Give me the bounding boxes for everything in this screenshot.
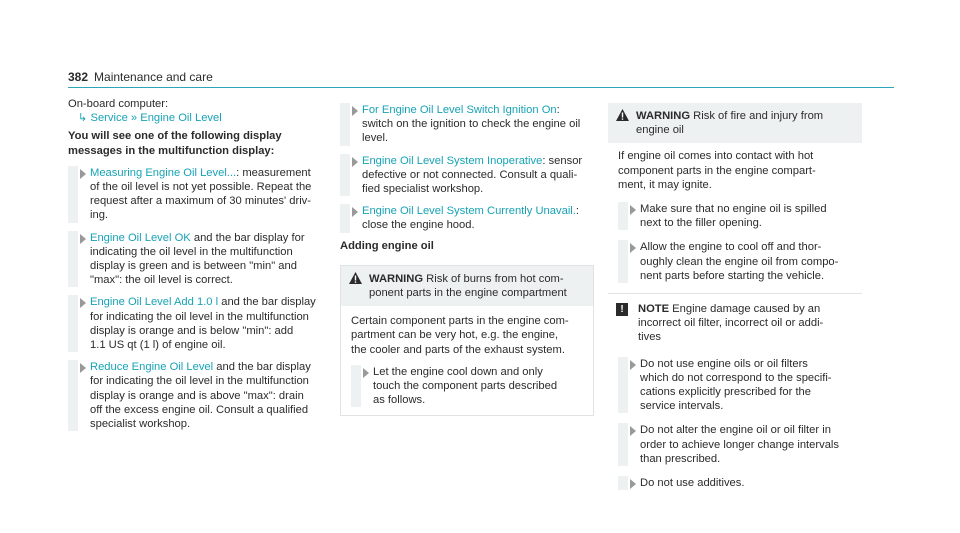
warning-header: WARNING Risk of fire and injury from engine oil bbox=[608, 103, 862, 143]
bullet-arrow-icon bbox=[630, 479, 636, 489]
list-item: Engine Oil Level Add 1.0 l and the bar display for indicating the oil level in the multifunction display is orange and is below "min": add 1.1 US qt (1 l) of engine oil. bbox=[68, 295, 326, 352]
warning-header: WARNING Risk of burns from hot com- ponent parts in the engine compartment bbox=[341, 266, 593, 306]
note-step: Do not use additives. bbox=[618, 476, 862, 490]
section-title: Maintenance and care bbox=[94, 70, 213, 84]
list-item: Measuring Engine Oil Level...: measurement of the oil level is not yet possible. Repeat the request after a maximum of 30 minutes' driv- ing. bbox=[68, 166, 326, 223]
message-link[interactable]: Engine Oil Level OK bbox=[90, 231, 191, 244]
warning-label: WARNING bbox=[369, 272, 424, 285]
message-link[interactable]: Reduce Engine Oil Level bbox=[90, 361, 214, 374]
bullet-arrow-icon bbox=[352, 207, 358, 217]
list-item: Engine Oil Level OK and the bar display for indicating the oil level in the multifunction display is green and is between "min" and "max": the oil level is correct. bbox=[68, 231, 326, 288]
warning-body: If engine oil comes into contact with hot component parts in the engine compart- ment, it may ignite. Make sure that no engine oil is spilled next to the filler opening. Allow the engine to cool off and thor- oughly clean the engine oil from compo- nent parts before starting the vehicle. bbox=[608, 149, 862, 283]
bullet-arrow-icon bbox=[630, 243, 636, 253]
list-item: Engine Oil Level System Currently Unavail.: close the engine hood. bbox=[340, 204, 594, 232]
warning-triangle-icon bbox=[349, 272, 362, 284]
list-item: For Engine Oil Level Switch Ignition On: switch on the ignition to check the engine oil level. bbox=[340, 103, 594, 146]
intro-text: On-board computer: bbox=[68, 98, 169, 110]
path-service[interactable]: Service bbox=[90, 112, 128, 125]
list-item: Engine Oil Level System Inoperative: sensor defective or not connected. Consult a quali- fied specialist workshop. bbox=[340, 154, 594, 197]
double-chevron-right-icon: » bbox=[130, 112, 138, 125]
note-step: Do not alter the engine oil or oil filter in order to achieve longer change intervals than prescribed. bbox=[618, 423, 862, 466]
note-step: Do not use engine oils or oil filters which do not correspond to the specifi- cations explicitly prescribed for the service intervals. bbox=[618, 357, 862, 414]
warning-box bbox=[340, 265, 594, 417]
message-link[interactable]: Engine Oil Level System Currently Unavail. bbox=[362, 205, 576, 218]
message-link[interactable]: Engine Oil Level System Inoperative bbox=[362, 154, 543, 167]
bullet-arrow-icon bbox=[80, 298, 86, 308]
note-label: NOTE bbox=[638, 303, 670, 316]
page-number: 382 bbox=[68, 70, 89, 84]
bullet-arrow-icon bbox=[630, 426, 636, 436]
bullet-arrow-icon bbox=[80, 234, 86, 244]
warning-label: WARNING bbox=[636, 110, 691, 122]
warning-triangle-icon bbox=[616, 109, 629, 121]
note-body bbox=[608, 357, 862, 491]
bullet-arrow-icon bbox=[630, 205, 636, 215]
note-exclamation-icon: ! bbox=[616, 303, 628, 316]
list-item: Reduce Engine Oil Level and the bar display for indicating the oil level in the multifunction display is orange and is above "max": drain off the excess engine oil. Consult a qualified specialist workshop. bbox=[68, 360, 326, 431]
display-messages-heading: You will see one of the following display messages in the multifunction display: bbox=[68, 130, 282, 157]
fire-warning-block bbox=[608, 103, 862, 283]
warning-step: Allow the engine to cool off and thor- oughly clean the engine oil from compo- nent parts before starting the vehicle. bbox=[618, 240, 862, 283]
adding-engine-oil-heading: Adding engine oil bbox=[340, 239, 434, 252]
warning-step: Make sure that no engine oil is spilled next to the filler opening. bbox=[618, 202, 862, 230]
column-1 bbox=[68, 97, 326, 431]
warning-body: Certain component parts in the engine com- partment can be very hot, e.g. the engine, the cooler and parts of the exhaust system. Let the engine cool down and only touch the component parts described as follows. bbox=[341, 306, 593, 415]
header-divider bbox=[68, 87, 894, 88]
path-engine-oil-level[interactable]: Engine Oil Level bbox=[140, 112, 222, 125]
warning-step: Let the engine cool down and only touch the component parts described as follows. bbox=[351, 365, 583, 408]
message-link[interactable]: Measuring Engine Oil Level... bbox=[90, 166, 237, 179]
page-header bbox=[68, 70, 213, 84]
message-link[interactable]: Engine Oil Level Add 1.0 l bbox=[90, 296, 219, 309]
note-block bbox=[608, 293, 862, 490]
return-arrow-icon: ↳ bbox=[78, 112, 88, 125]
bullet-arrow-icon bbox=[363, 368, 369, 378]
message-link[interactable]: For Engine Oil Level Switch Ignition On bbox=[362, 104, 557, 116]
column-3 bbox=[608, 103, 862, 490]
bullet-arrow-icon bbox=[352, 106, 358, 116]
column-2 bbox=[340, 103, 594, 416]
bullet-arrow-icon bbox=[352, 157, 358, 167]
bullet-arrow-icon bbox=[80, 363, 86, 373]
bullet-arrow-icon bbox=[630, 360, 636, 370]
bullet-arrow-icon bbox=[80, 169, 86, 179]
note-header: ! NOTE Engine damage caused by an incorrect oil filter, incorrect oil or addi- tives bbox=[608, 302, 862, 345]
menu-path bbox=[68, 111, 326, 125]
